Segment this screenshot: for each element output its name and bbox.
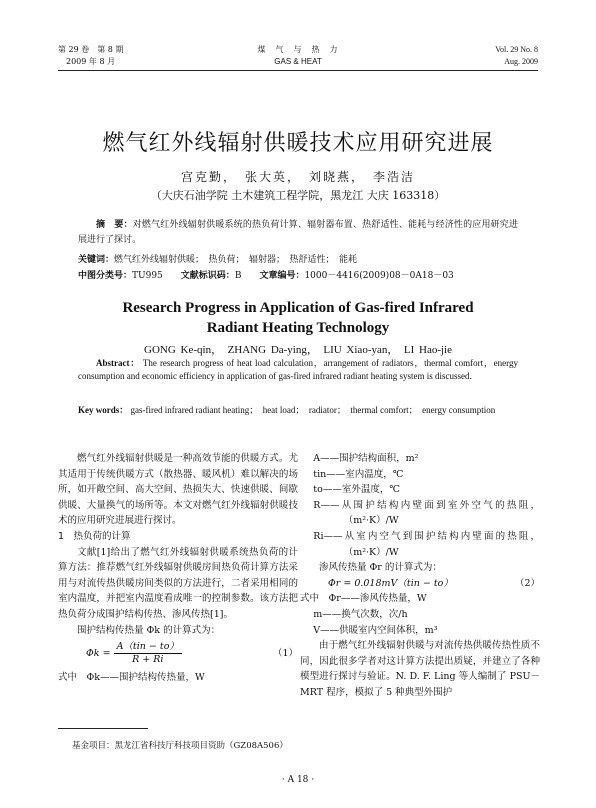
clc-value: TU995 [132,271,163,281]
paper-title-cn: 燃气红外线辐射供暖技术应用研究进展 [102,131,494,156]
abstract-en-label: Abstract： [96,358,141,368]
clc-label: 中图分类号： [78,271,133,281]
body-paragraph: 渗风传热量 Φr 的计算式为： [319,562,442,574]
footnote-rule [58,728,148,729]
abstract-cn-text: 对燃气红外线辐射供暖系统的热负荷计算、辐射器布置、热舒适性、能耗与经济性的应用研究进展进行了探讨。 [78,220,518,245]
body-paragraph: 围护结构传热量 Φk 的计算式为： [77,624,221,636]
symbol-definition: 式中 Φr——渗风传热量，W [300,593,427,605]
body-paragraph: 燃气红外线辐射供暖是一种高效节能的供暖方式。尤其适用于传统供暖方式（散热器、暖风机）难以解决的场所，如开敞空间、高大空间、热损失大、快速供暖、间歇供暖、大量换气的场所等。本文对燃气红外线辐射供暖技术的应用研究进展进行探讨。 [58,453,298,527]
equation-1-fraction [114,641,182,666]
equation-2-body: Φr = 0.018mV（tin − to） [328,577,453,589]
symbol-definition: Ri——从室内空气到围护结构内壁面的热阻，（m²·K）/W [313,530,540,558]
abstract-cn-label: 摘 要： [96,220,133,230]
keywords-en [78,404,518,417]
classification-line [78,269,518,284]
journal-volume: 第 29 卷 第 8 期 [58,45,124,54]
authors-cn: 宫克勤， 张大英， 刘晓燕， 李浩洁 [180,170,415,184]
funding-footnote: 基金项目：黑龙江省科技厅科技项目资助（GZ08A506） [72,741,288,751]
journal-volume-en: Vol. 29 No. 8 [495,45,538,54]
symbol-definition: A——围护结构面积，m² [313,453,419,464]
paper-title-en-line1: Research Progress in Application of Gas-fired Infrared [122,300,474,316]
body-paragraph: 由于燃气红外线辐射供暖与对流传热供暖传热性质不同，因此很多学者对这计算方法提出质疑，并建立了各种模型进行探讨与验证。N. D. F. Ling 等人编制了 PSU－MRT 程序，模拟了 5 种典型外围护 [300,640,540,698]
journal-date: 2009 年 8 月 [66,57,116,66]
body-right-column [300,451,540,701]
journal-name-cn: 煤 气 与 热 力 [257,45,339,54]
doc-code-label: 文献标识码： [180,271,235,281]
article-no-label: 文章编号： [259,271,305,281]
abstract-cn [78,218,518,248]
keywords-en-text: gas-fired infrared radiant heating； heat load； radiator； thermal comfort； energy consumption [130,405,496,415]
equation-1-lhs: Φk = [86,648,111,660]
keywords-cn [78,253,518,268]
equation-2 [328,576,540,592]
keywords-cn-text: 燃气红外线辐射供暖； 热负荷； 辐射器； 热舒适性； 能耗 [114,255,358,265]
abstract-en-text: The research progress of heat load calculation，arrangement of radiators，thermal comfort，energy consumption and economic efficiency in application of gas-fired infrared radiant heating system is discussed. [78,358,518,381]
authors-en: GONG Ke-qin， ZHANG Da-ying， LIU Xiao-yan， LI Hao-jie [144,344,452,356]
page-number: · A 18 · [281,775,315,785]
symbol-definition: tin——室内温度，℃ [313,468,404,480]
article-no-value: 1000－4416(2009)08－0A18－03 [304,271,454,281]
journal-name-en: GAS & HEAT [274,57,322,66]
symbol-definition: to——室外温度，℃ [313,484,400,496]
body-left-column [58,451,298,686]
keywords-en-label: Key words： [78,405,129,415]
abstract-en [78,357,518,383]
symbol-definition: 式中 Φk——围护结构传热量，W [58,672,205,684]
header-rule [58,70,538,71]
symbol-definition: V——供暖室内空间体积，m³ [313,624,438,636]
equation-1-numerator: A（tin − to） [114,641,182,654]
symbol-definition: R——从围护结构内壁面到室外空气的热阻，（m²·K）/W [313,499,540,527]
paper-title-en-line2: Radiant Heating Technology [206,320,390,336]
equation-1-denominator: R + Ri [132,654,164,666]
equation-2-number: （2） [514,577,540,589]
equation-1-number: （1） [272,647,298,659]
doc-code-value: B [234,271,242,281]
journal-date-en: Aug. 2009 [504,57,538,66]
body-paragraph: 文献[1]给出了燃气红外线辐射供暖系统热负荷的计算方法：推荐燃气红外线辐射供暖房间热负荷计算方法采用与对流传热供暖房间类似的方法进行，二者采用相同的室内温度，并把室内温度看成唯一的控制参数。该方法把热负荷分成围护结构传热、渗风传热[1]。 [58,546,298,620]
affiliation-cn: （大庆石油学院 土木建筑工程学院，黑龙江 大庆 163318） [150,189,446,202]
equation-1 [86,641,298,666]
symbol-definition: m——换气次数，次/h [313,608,408,620]
section-heading-1: 1 热负荷的计算 [58,530,131,542]
keywords-cn-label: 关键词： [78,255,115,265]
